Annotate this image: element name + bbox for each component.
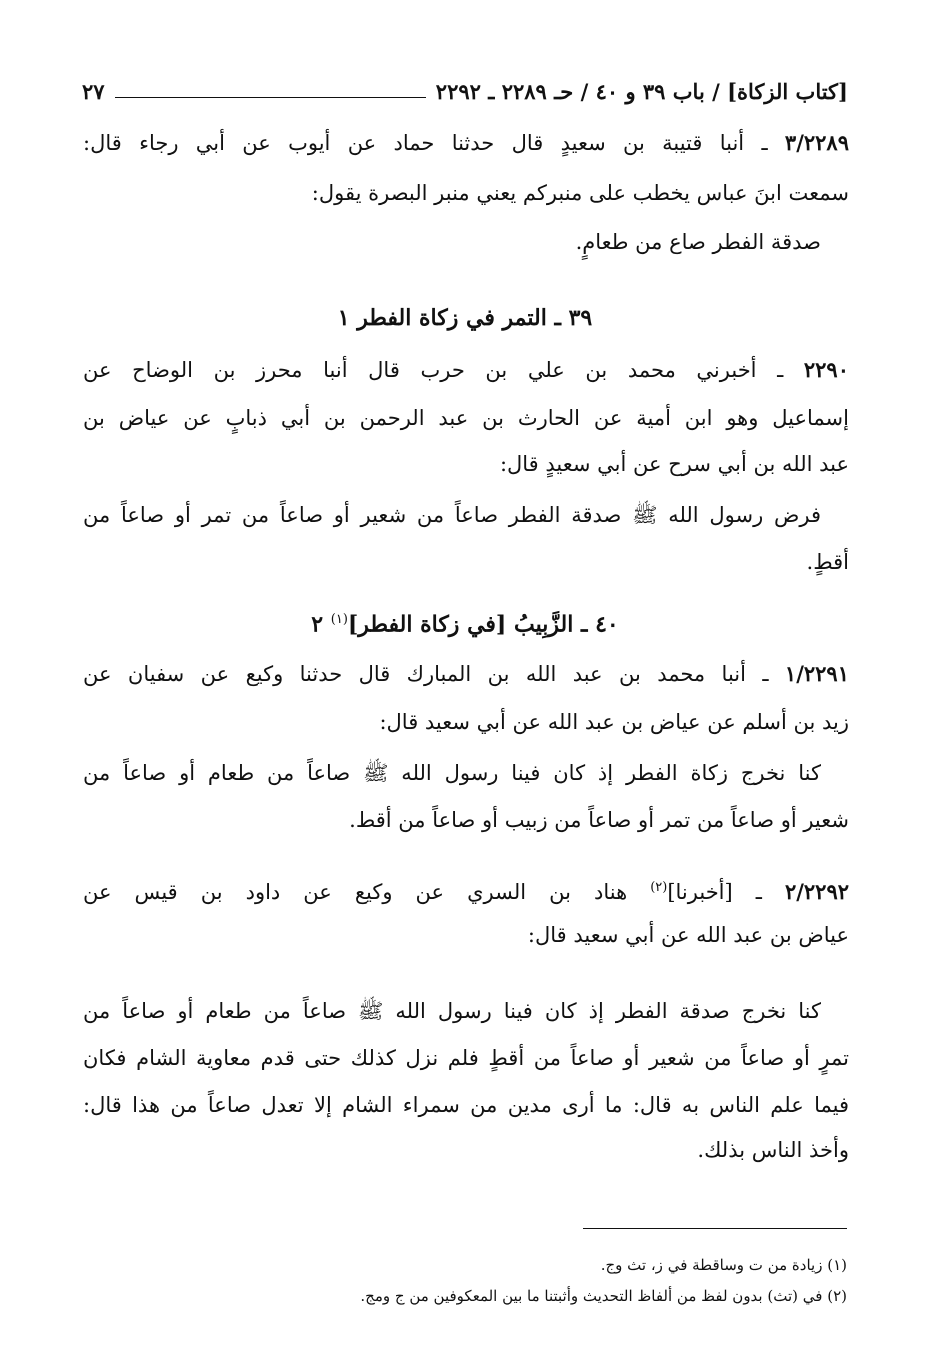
footnote-text: زيادة من ت وساقطة في ز، تث وج. [600, 1256, 823, 1274]
chapter-40-title-suffix: ٢ [311, 611, 331, 638]
header-title: [كتاب الزكاة] / باب ٣٩ و ٤٠ / حـ ٢٢٨٩ ـ ٢٢٩٢ [435, 78, 848, 104]
chapter-39-title: ٣٩ ـ التمر في زكاة الفطر ١ [337, 305, 593, 331]
hadith-number: ٢٢٩٠ [803, 357, 849, 382]
hadith-2292-text-1: كنا نخرج صدقة الفطر إذ كان فينا رسول الله ﷺ صاعاً من طعام أو صاعاً من [83, 999, 821, 1023]
footnote-text: في (تث) بدون لفظ من ألفاظ التحديث وأثبتنا ما بين المعكوفين من ج ومج. [360, 1287, 823, 1305]
hadith-2291-line-1 [83, 659, 849, 689]
chapter-40-title [82, 604, 848, 640]
hadith-2290-line-1 [83, 355, 849, 385]
header-rule [115, 97, 426, 98]
hadith-2289-line-2: سمعت ابنَ عباس يخطب على منبركم يعني منبر البصرة يقول: [311, 181, 849, 205]
footnote-marker: (٢) [827, 1287, 847, 1305]
footnote-ref: (٢) [650, 880, 668, 895]
hadith-isnad: ـ أنبا محمد بن عبد الله بن المبارك قال حدثنا وكيع عن سفيان عن [83, 662, 769, 686]
hadith-number: ٢/٢٢٩٢ [784, 879, 850, 904]
hadith-2292-text-4: وأخذ الناس بذلك. [697, 1138, 849, 1162]
hadith-2289-line-1 [83, 128, 849, 158]
hadith-2290-text-1: فرض رسول الله ﷺ صدقة الفطر صاعاً من شعير أو صاعاً من تمر أو صاعاً من [83, 503, 821, 527]
hadith-isnad: ـ أخبرني محمد بن علي بن حرب قال أنبا محرز بن الوضاح عن [83, 358, 784, 382]
hadith-2291-line-2: زيد بن أسلم عن عياض بن عبد الله عن أبي سعيد قال: [379, 710, 849, 734]
hadith-isnad-end: هناد بن السري عن وكيع عن داود بن قيس عن [83, 880, 651, 904]
hadith-2289-text: صدقة الفطر صاع من طعامٍ. [575, 230, 821, 254]
hadith-2292-line-1 [83, 873, 849, 907]
footnote-ref: (١) [330, 612, 348, 627]
hadith-2292-text-2: تمرٍ أو صاعاً من شعير أو صاعاً من أقطٍ فلم نزل كذلك حتى قدم معاوية الشام فكان [83, 1046, 849, 1070]
hadith-number: ٣/٢٢٨٩ [784, 130, 849, 155]
hadith-2290-line-3: عبد الله بن أبي سرح عن أبي سعيدٍ قال: [499, 452, 849, 476]
hadith-2290-line-2: إسماعيل وهو ابن أمية عن الحارث بن عبد الرحمن بن أبي ذبابٍ عن عياض بن [83, 406, 849, 430]
chapter-40-title-main: ٤٠ ـ الزَّبِيبُ [في زكاة الفطر] [347, 611, 619, 638]
page-number: ٢٧ [82, 78, 105, 104]
hadith-number: ١/٢٢٩١ [784, 661, 849, 686]
footnote-marker: (١) [827, 1256, 847, 1274]
hadith-2291-text-2: شعير أو صاعاً من تمر أو صاعاً من زبيب أو صاعاً من أقط. [349, 808, 849, 832]
footnote-2 [87, 1285, 847, 1307]
running-header [82, 74, 848, 108]
hadith-isnad-start: ـ [أخبرنا] [667, 880, 762, 904]
hadith-2291-text-1: كنا نخرج زكاة الفطر إذ كان فينا رسول الله ﷺ صاعاً من طعام أو صاعاً من [83, 761, 821, 785]
hadith-2290-text-2: أقطٍ. [806, 550, 849, 574]
hadith-2292-line-2: عياض بن عبد الله عن أبي سعيد قال: [527, 923, 849, 947]
footnote-separator [583, 1228, 847, 1229]
hadith-isnad: ـ أنبا قتيبة بن سعيدٍ قال حدثنا حماد عن أيوب عن أبي رجاء قال: [83, 131, 768, 155]
hadith-2292-text-3: فيما علم الناس به قال: ما أرى مدين من سمراء الشام إلا تعدل صاعاً من هذا قال: [83, 1093, 849, 1117]
footnote-1 [87, 1254, 847, 1276]
